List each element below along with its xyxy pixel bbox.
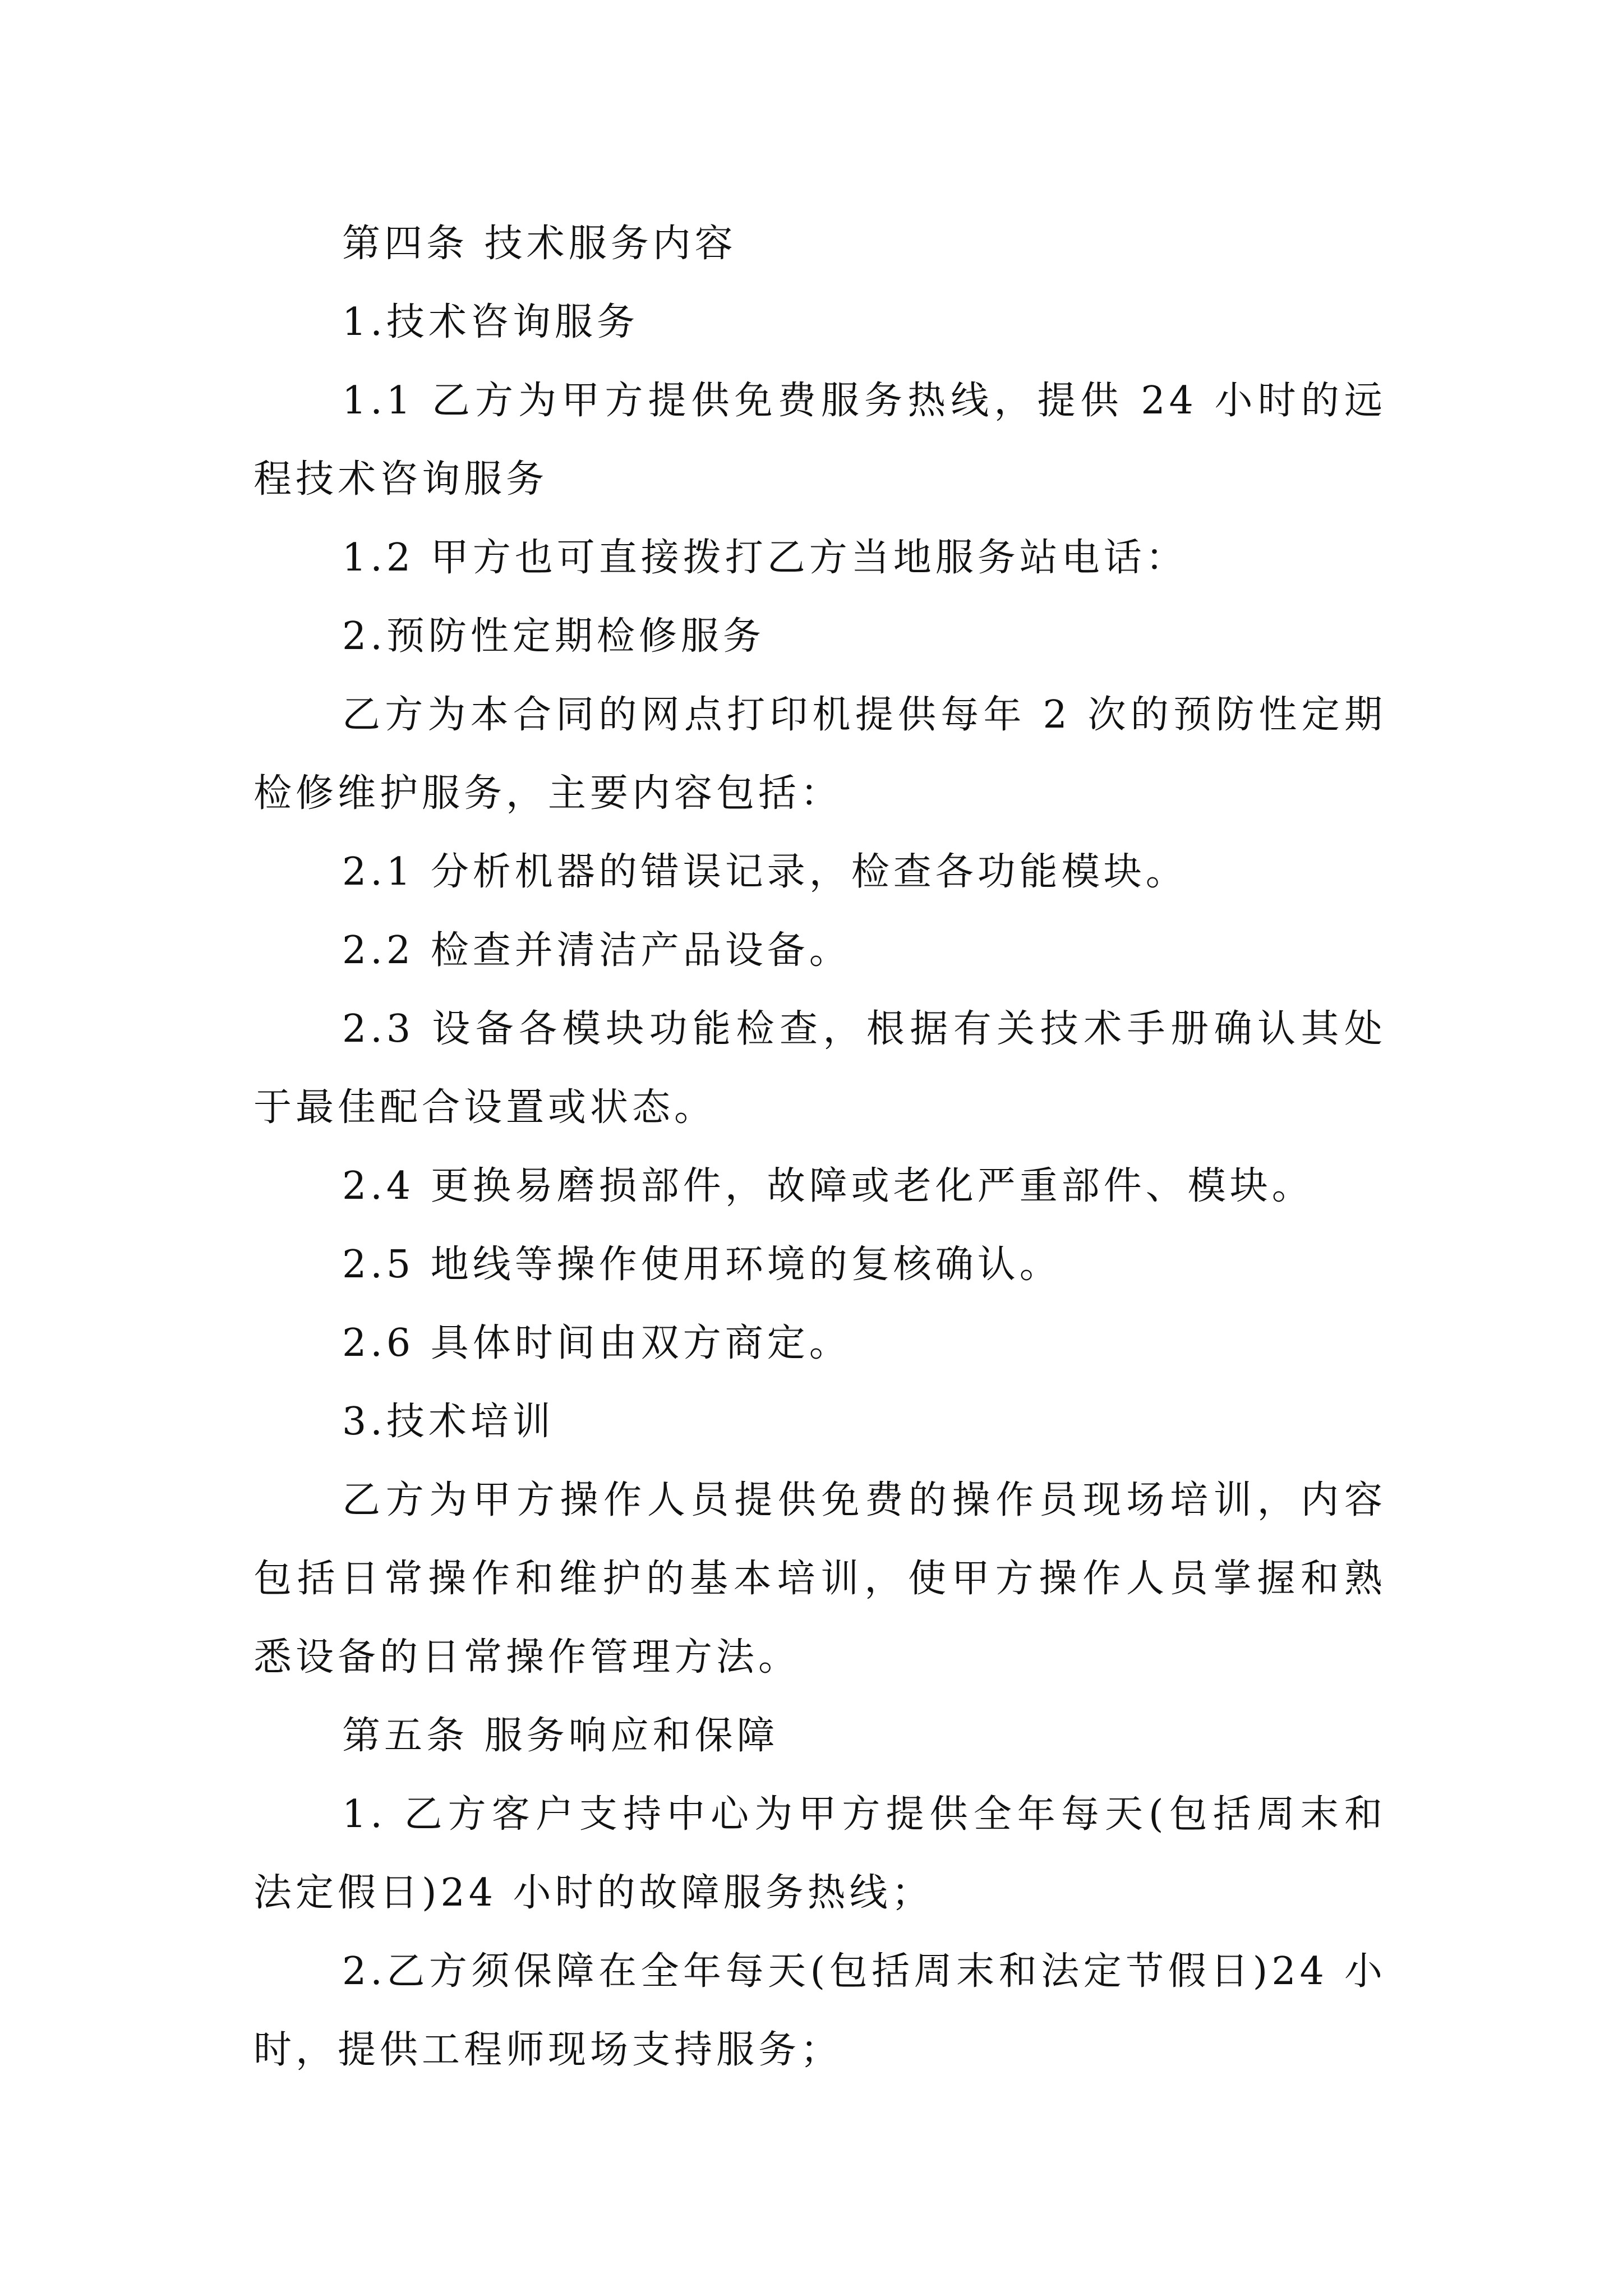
clause-2-2: 2.2 检查并清洁产品设备。 bbox=[342, 928, 851, 973]
training-description: 乙方为甲方操作人员提供免费的操作员现场培训，内容包括日常操作和维护的基本培训，使甲方操作人员掌握和熟悉设备的日常操作管理方法。 bbox=[253, 1478, 1386, 1680]
section-heading-article-5: 第五条 服务响应和保障 bbox=[342, 1714, 779, 1758]
subheading-tech-consulting: 1.技术咨询服务 bbox=[342, 300, 639, 344]
document-body bbox=[253, 205, 1386, 2090]
clause-2-1: 2.1 分析机器的错误记录，检查各功能模块。 bbox=[342, 850, 1188, 894]
clause-5-2: 2.乙方须保障在全年每天(包括周末和法定节假日)24 小时，提供工程师现场支持服务； bbox=[253, 1949, 1386, 2072]
clause-2-6: 2.6 具体时间由双方商定。 bbox=[342, 1321, 851, 1365]
clause-2-5: 2.5 地线等操作使用环境的复核确认。 bbox=[342, 1243, 1062, 1287]
subheading-tech-training: 3.技术培训 bbox=[342, 1400, 555, 1444]
clause-2-3: 2.3 设备各模块功能检查，根据有关技术手册确认其处于最佳配合设置或状态。 bbox=[253, 1007, 1386, 1130]
maintenance-intro: 乙方为本合同的网点打印机提供每年 2 次的预防性定期检修维护服务，主要内容包括： bbox=[253, 693, 1386, 816]
clause-1-1: 1.1 乙方为甲方提供免费服务热线，提供 24 小时的远程技术咨询服务 bbox=[253, 379, 1386, 501]
clause-5-1: 1. 乙方客户支持中心为甲方提供全年每天(包括周末和法定假日)24 小时的故障服务热线； bbox=[253, 1792, 1386, 1915]
clause-1-2: 1.2 甲方也可直接拨打乙方当地服务站电话： bbox=[342, 536, 1188, 580]
section-heading-article-4: 第四条 技术服务内容 bbox=[342, 222, 737, 266]
subheading-preventive-maintenance: 2.预防性定期检修服务 bbox=[342, 614, 765, 659]
clause-2-4: 2.4 更换易磨损部件，故障或老化严重部件、模块。 bbox=[342, 1164, 1314, 1208]
